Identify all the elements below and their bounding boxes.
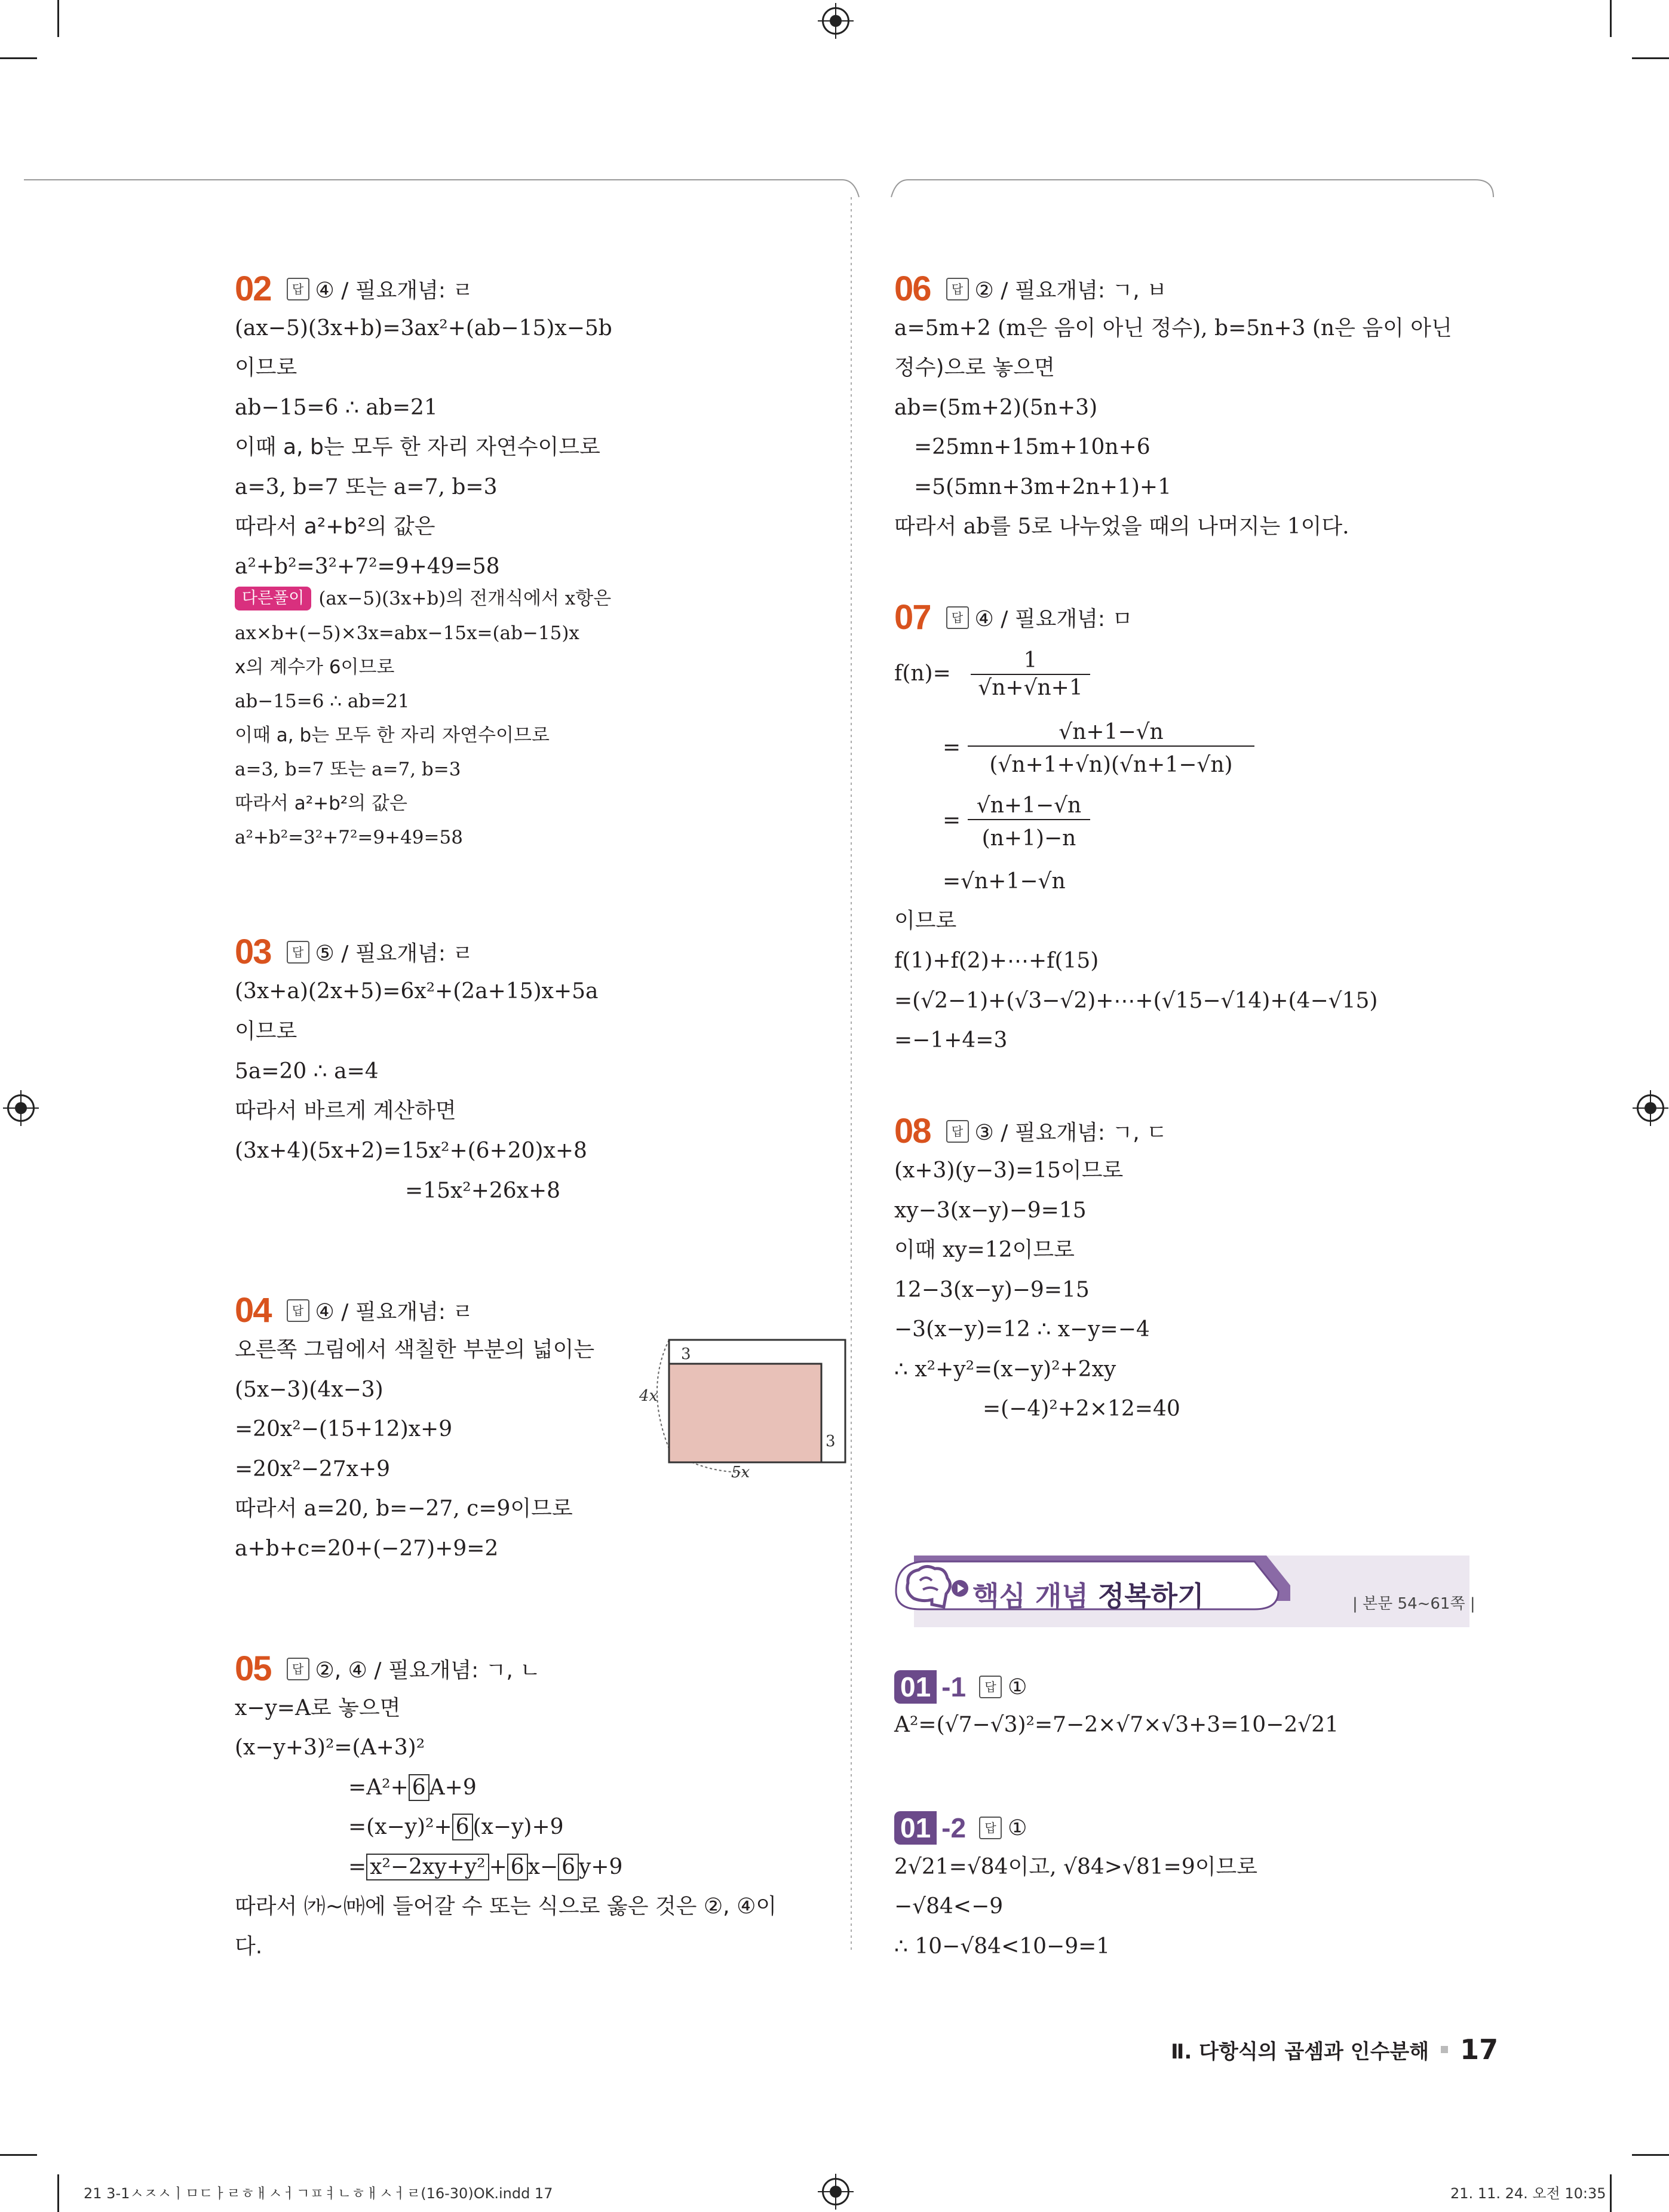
function-name: f(n)= <box>894 661 951 686</box>
fraction-numerator: √n+1−√n <box>968 793 1090 820</box>
solution-line: (3x+4)(5x+2)=15x²+(6+20)x+8 <box>235 1139 587 1163</box>
alt-solution-line: a=3, b=7 또는 a=7, b=3 <box>235 759 461 780</box>
answer-icon: 답 <box>946 278 969 300</box>
banner-title-emphasis: 정복하기 <box>1097 1580 1204 1612</box>
crop-mark <box>1632 57 1669 59</box>
solution-line: (3x+a)(2x+5)=6x²+(2a+15)x+5a <box>235 979 599 1004</box>
answer-header: ④ / 필요개념: ㄹ <box>315 1300 474 1324</box>
solution-line: (x+3)(y−3)=15이므로 <box>894 1158 1124 1183</box>
question-number: 08 <box>894 1112 931 1151</box>
solution-line: ∴ x²+y²=(x−y)²+2xy <box>894 1357 1116 1382</box>
answer-icon: 답 <box>979 1676 1002 1698</box>
solution-line: ab=(5m+2)(5n+3) <box>894 395 1098 420</box>
answer-icon: 답 <box>946 606 969 629</box>
answer-icon: 답 <box>287 278 309 300</box>
solution-line: ab−15=6 ∴ ab=21 <box>235 395 438 420</box>
question-number: 03 <box>235 932 271 971</box>
crop-mark <box>0 2154 37 2156</box>
crop-mark <box>57 2174 59 2212</box>
solution-line: =20x²−27x+9 <box>235 1457 391 1481</box>
solution-line: (5x−3)(4x−3) <box>235 1377 383 1402</box>
question-number: 06 <box>894 269 931 308</box>
equals-sign: = <box>943 808 961 833</box>
shaded-region <box>669 1364 821 1462</box>
solution-line: −√84<−9 <box>894 1894 1004 1919</box>
fraction-numerator: 1 <box>971 648 1090 675</box>
answer-icon: 답 <box>946 1120 969 1143</box>
solution-line: (x−y+3)²=(A+3)² <box>235 1735 425 1760</box>
question-number: 04 <box>235 1291 271 1330</box>
solution-line: ∴ 10−√84<10−9=1 <box>894 1934 1110 1959</box>
solution-line: −3(x−y)=12 ∴ x−y=−4 <box>894 1317 1150 1342</box>
solution-line: 따라서 ㈎~㈒에 들어갈 수 또는 식으로 옳은 것은 ②, ④이 <box>235 1894 777 1919</box>
answer-icon: 답 <box>287 1658 309 1680</box>
answer-header: ④ / 필요개념: ㅁ <box>974 607 1133 631</box>
alt-solution-line: 따라서 a²+b²의 값은 <box>235 793 407 814</box>
chapter-title: Ⅱ. 다항식의 곱셈과 인수분해 <box>1171 2039 1429 2064</box>
answer-header: ②, ④ / 필요개념: ㄱ, ㄴ <box>315 1658 541 1683</box>
section-banner <box>896 1556 1475 1627</box>
solution-line: =(x−y)²+ 6 (x−y)+9 <box>348 1815 564 1839</box>
answer-header: ① <box>1008 1674 1027 1699</box>
blank-box: 6 <box>452 1814 473 1840</box>
solution-line: f(1)+f(2)+⋯+f(15) <box>894 949 1099 973</box>
area-figure <box>633 1329 836 1481</box>
subquestion-suffix: -2 <box>941 1812 967 1843</box>
solution-line: 12−3(x−y)−9=15 <box>894 1278 1090 1302</box>
subquestion-tag: 01 <box>894 1811 937 1845</box>
page-reference: | 본문 54~61쪽 | <box>1352 1595 1475 1613</box>
label-left: 4x <box>639 1387 658 1405</box>
solution-line: =−1+4=3 <box>894 1028 1008 1053</box>
answer-header: ③ / 필요개념: ㄱ, ㄷ <box>974 1121 1167 1145</box>
blank-box: 6 <box>558 1854 579 1880</box>
blank-box: x²−2xy+y² <box>366 1854 489 1880</box>
solution-line: a=3, b=7 또는 a=7, b=3 <box>235 475 498 499</box>
question-number: 05 <box>235 1649 271 1688</box>
alt-solution-badge: 다른풀이 <box>235 587 311 610</box>
solution-line: =5(5mn+3m+2n+1)+1 <box>914 475 1171 499</box>
solution-line: =√n+1−√n <box>943 869 1066 894</box>
solution-line: =25mn+15m+10n+6 <box>914 435 1150 459</box>
subquestion-tag: 01 <box>894 1670 937 1704</box>
label-top: 3 <box>681 1345 691 1363</box>
solution-line: 이때 xy=12이므로 <box>894 1238 1075 1262</box>
fraction-denominator: (n+1)−n <box>981 826 1076 851</box>
crop-mark <box>1610 0 1612 37</box>
solution-line: a+b+c=20+(−27)+9=2 <box>235 1536 499 1561</box>
solution-line: =A²+ 6 A+9 <box>348 1775 477 1800</box>
answer-header: ① <box>1008 1815 1027 1840</box>
solution-line: =(√2−1)+(√3−√2)+⋯+(√15−√14)+(4−√15) <box>894 989 1378 1013</box>
alt-solution-line: 이때 a, b는 모두 한 자리 자연수이므로 <box>235 725 550 746</box>
answer-header: ④ / 필요개념: ㄹ <box>315 278 474 303</box>
brain-icon <box>902 1563 956 1610</box>
solution-line: =(−4)²+2×12=40 <box>983 1397 1180 1421</box>
fraction-denominator: (√n+1+√n)(√n+1−√n) <box>989 753 1233 777</box>
solution-line: 오른쪽 그림에서 색칠한 부분의 넓이는 <box>235 1337 595 1362</box>
alt-solution-line: x의 계수가 6이므로 <box>235 656 395 678</box>
answer-header: ⑤ / 필요개념: ㄹ <box>315 941 474 966</box>
solution-line: a=5m+2 (m은 음이 아닌 정수), b=5n+3 (n은 음이 아닌 <box>894 316 1452 340</box>
crop-mark <box>1610 2174 1612 2212</box>
solution-line: 따라서 a²+b²의 값은 <box>235 514 435 539</box>
solution-line: 정수)으로 놓으면 <box>894 355 1055 380</box>
solution-line: 다. <box>235 1934 263 1959</box>
solution-line: (ax−5)(3x+b)=3ax²+(ab−15)x−5b <box>235 316 612 340</box>
solution-line: 이므로 <box>235 355 297 380</box>
solution-line: xy−3(x−y)−9=15 <box>894 1198 1087 1223</box>
play-icon <box>951 1579 969 1597</box>
crop-mark <box>1632 2154 1669 2156</box>
solution-line: a²+b²=3²+7²=9+49=58 <box>235 554 500 579</box>
solution-line: 따라서 a=20, b=−27, c=9이므로 <box>235 1496 573 1521</box>
fraction-numerator: √n+1−√n <box>968 719 1254 747</box>
question-number: 07 <box>894 598 931 637</box>
answer-icon: 답 <box>979 1817 1002 1839</box>
slug-date: 21. 11. 24. 오전 10:35 <box>1450 2185 1606 2202</box>
registration-mark-top <box>822 7 849 35</box>
solution-line: = x²−2xy+y² + 6 x− 6 y+9 <box>348 1855 623 1879</box>
alt-solution-line: ab−15=6 ∴ ab=21 <box>235 691 410 712</box>
blank-box: 6 <box>507 1854 528 1880</box>
solution-line: 2√21=√84이고, √84>√81=9이므로 <box>894 1855 1258 1879</box>
answer-icon: 답 <box>287 1299 309 1322</box>
blank-box: 6 <box>409 1774 429 1801</box>
footer-bullet <box>1441 2046 1448 2053</box>
solution-line: 따라서 바르게 계산하면 <box>235 1099 456 1123</box>
solution-line: =15x²+26x+8 <box>405 1179 561 1203</box>
banner-title: 핵심 개념 <box>972 1580 1088 1612</box>
solution-line: 따라서 ab를 5로 나누었을 때의 나머지는 1이다. <box>894 514 1349 539</box>
page-number: 17 <box>1460 2033 1499 2066</box>
alt-solution-line: ax×b+(−5)×3x=abx−15x=(ab−15)x <box>235 622 579 644</box>
solution-line: 이므로 <box>894 909 957 933</box>
solution-line: 이때 a, b는 모두 한 자리 자연수이므로 <box>235 435 600 459</box>
slug-filename: 21 3-1ㅅㅈㅅㅣㅁㄷㅏㄹㅎㅐㅅㅓㄱㅍㅕㄴㅎㅐㅅㅓㄹ(16-30)OK.indd 17 <box>84 2185 553 2202</box>
solution-line: =20x²−(15+12)x+9 <box>235 1417 453 1441</box>
label-bottom: 5x <box>731 1464 750 1481</box>
alt-solution-line: a²+b²=3²+7²=9+49=58 <box>235 827 463 848</box>
fraction-denominator: √n+√n+1 <box>978 676 1083 700</box>
answer-icon: 답 <box>287 941 309 964</box>
registration-mark-bottom <box>822 2178 849 2205</box>
subquestion-suffix: -1 <box>941 1671 967 1702</box>
solution-line: 5a=20 ∴ a=4 <box>235 1059 379 1084</box>
equals-sign: = <box>943 735 961 760</box>
question-number: 02 <box>235 269 271 308</box>
label-right: 3 <box>826 1432 836 1450</box>
solution-line: A²=(√7−√3)²=7−2×√7×√3+3=10−2√21 <box>894 1713 1339 1737</box>
crop-mark <box>57 0 59 37</box>
solution-line: x−y=A로 놓으면 <box>235 1696 401 1720</box>
crop-mark <box>0 57 37 59</box>
solution-line: 이므로 <box>235 1019 297 1044</box>
page-footer <box>1171 2033 1498 2066</box>
registration-mark-right <box>1637 1094 1664 1122</box>
answer-header: ② / 필요개념: ㄱ, ㅂ <box>974 278 1167 303</box>
alt-solution-line: (ax−5)(3x+b)의 전개식에서 x항은 <box>318 588 612 609</box>
